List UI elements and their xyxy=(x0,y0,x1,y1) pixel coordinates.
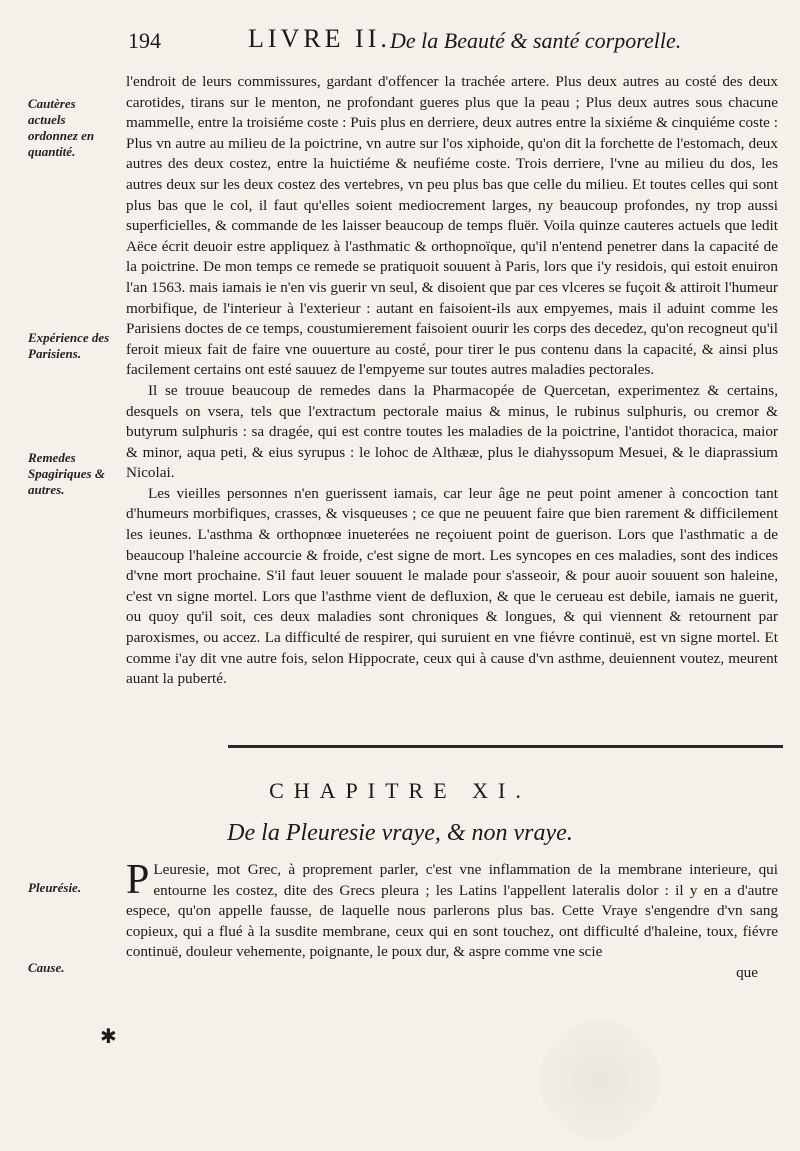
paragraph-cauteres: l'endroit de leurs commissures, gardant d'offencer la trachée artere. Plus deux autres au costé des deux carotides, tirans sur le menton, ne profondant gueres plus que la peau ; Plus deux autres sous chacune mammelle, entre la troisiéme coste : Puis plus en derriere, deux autres entre la sixiéme & cinquiéme coste : Plus vn autre au milieu de la poictrine, vn autre sur l'os xiphoide, qu'on dit la forchette de l'estomach, deux autres des deux costez, entre la huictiéme & neufiéme coste. Trois derriere, l'vne au milieu du dos, les autres deux sur les deux costez des vertebres, vn peu plus bas que celle du milieu. Et toutes celles qui sont plus bas que le col, il faut qu'elles soient mediocrement larges, ny beaucoup profondes, ny trop aussi superficielles, & commande de les laisser beaucoup de temps fluër. Voila quinze cauteres actuels que ledit Aëce écrit deuoir estre appliquez à l'asthmatic & orthopnoïque, qu'il n'entend penetrer dans la capacité de la poictrine. De mon temps ce remede se pratiquoit souuent à Paris, lors que i'y residois, qui estoit enuiron l'an 1563. mais iamais ie n'en vis guerir vn seul, & disoient que par ces vlceres se fuçoit & attiroit l'humeur morbifique, de l'interieur à l'exterieur : autant en faisoient-ils aux empyemes, mais il aduint comme les Parisiens doctes de ce temps, coustumierement faisoient ouurir les corps des decedez, qu'on recogneut qu'il feroit mieux fait de faire vne ouuerture au costé, pour tirer le pus contenu dans la capacité, & ainsi plus facilement certains ont esté sauuez de l'empyeme sur toutes autres maladies pectorales. xyxy=(126,73,778,379)
running-header xyxy=(128,22,778,58)
margin-note-cause: Cause. xyxy=(28,960,65,975)
margin-note-experience: Expérience des Parisiens. xyxy=(28,330,110,361)
paper-stain xyxy=(540,1020,660,1140)
margin-note-cauteres: Cautères actuels ordonnez en quantité. xyxy=(28,96,95,159)
chapter-heading: CHAPITRE XI. xyxy=(269,778,531,803)
body-text xyxy=(126,72,778,690)
asterisk-icon: ✱ xyxy=(100,1024,117,1048)
section-divider xyxy=(228,745,783,748)
chapter-paragraph xyxy=(126,857,778,963)
paragraph-vieilles-personnes: Les vieilles personnes n'en guerissent iamais, car leur âge ne peut point amener à concoction tant d'humeurs morbifiques, crasses, & visqueuses ; ce que ne peuuent faire que bien rarement & difficilement les ieunes. L'asthma & orthopnœe inueterées ne reçoiuent point de guerison. Lors que l'asthmatic a de beaucoup l'haleine accourcie & froide, c'est signe de mort. Les syncopes en ces maladies, sont des indices d'vne mort prochaine. S'il faut leuer souuent le malade pour s'asseoir, & pour auoir souuent son haleine, c'est vn signe mortel. Lors que l'asthme vient de defluxion, & que le cerueau est debile, iamais ne guerit, ou quoy qu'il soit, ces deux maladies sont chroniques & longues, & qui viennent & retournent par paroxismes, ou accez. La difficulté de respirer, qui suruient en vne fiévre continuë, est vn signe mortel. Et comme i'ay dit vne autre fois, selon Hippocrate, ceux qui à cause d'vn asthme, deuiennent voutez, meurent auant la puberté. xyxy=(126,484,778,688)
running-title: De la Beauté & santé corporelle. xyxy=(390,28,682,53)
margin-note-pleuresie: Pleurésie. xyxy=(28,880,82,895)
book-label: LIVRE II. xyxy=(248,24,391,53)
margin-note-remedes: Remedes Spagiriques & autres. xyxy=(28,450,105,497)
chapter-body xyxy=(126,857,778,984)
page-number: 194 xyxy=(128,28,161,53)
chapter-paragraph-text: Leuresie, mot Grec, à proprement parler, c'est vne inflammation de la membrane interieure, qui entourne les costez, dite des Grecs pleura ; les Latins l'appellent lateralis dolor : il y en a d'autre espece, qu'on appelle fausse, de laquelle nous parlerons plus bas. Cette Vraye s'engendre d'vn sang copieux, qui a flué à la susdite membrane, ceux qui en sont touchez, ont difficulté d'haleine, toux, fiévre continuë, douleur vehemente, poignante, le poux dur, & aspre comme vne scie xyxy=(126,861,778,961)
catchword: que xyxy=(736,963,758,981)
drop-cap: P xyxy=(126,857,150,903)
chapter-title: De la Pleuresie vraye, & non vraye. xyxy=(227,820,573,846)
paragraph-remedes: Il se trouue beaucoup de remedes dans la Pharmacopée de Quercetan, experimentez & certains, desquels on vsera, tels que l'extractum pectorale maius & minus, le rubinus sulphuris, ou cremor & butyrum sulphuris : sa dragée, qui est contre toutes les maladies de la poictrine, l'antidot thoracica, maior & minor, aqua peti, & eius syrupus : le lohoc de Althææ, plus le diahyssopum Mesuei, & le diaprassium Nicolai. xyxy=(126,381,778,482)
